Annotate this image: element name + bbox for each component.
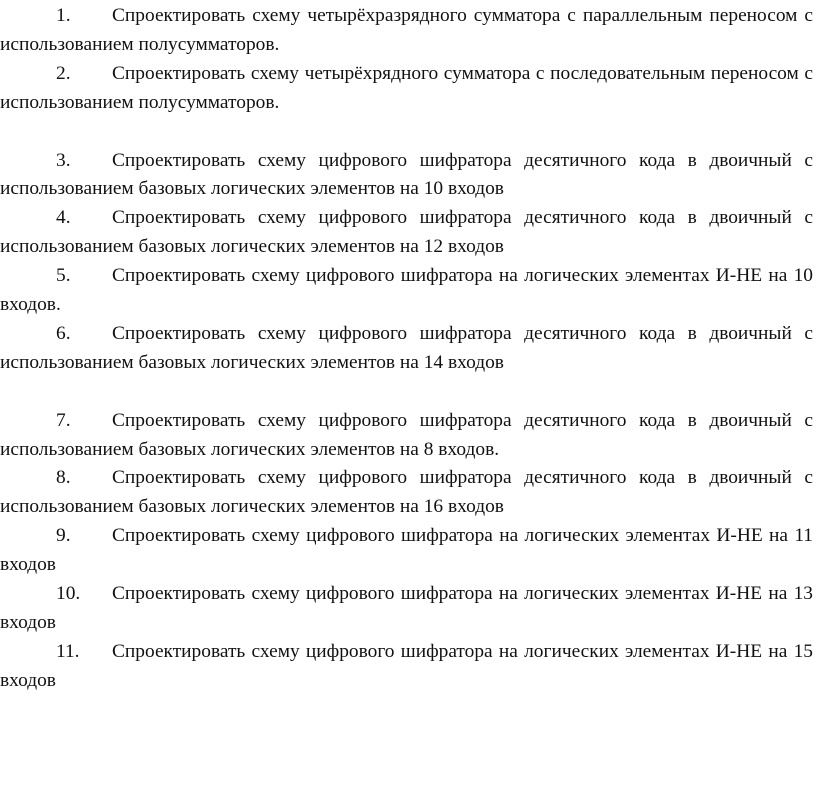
list-item-5	[0, 262, 813, 320]
list-item-1	[0, 2, 813, 60]
item-number: 11.	[56, 640, 80, 662]
list-item-4	[0, 204, 813, 262]
item-number: 1.	[56, 5, 71, 26]
item-number: 4.	[56, 207, 71, 229]
item-text: Спроектировать схему цифрового шифратора на логических элементах И-НЕ на 15 входов	[0, 640, 813, 691]
item-text: Спроектировать схему цифрового шифратора десятичного кода в двоичный с использованием базовых логических элементов на 16 входов	[0, 467, 813, 518]
item-text: Спроектировать схему цифрового шифратора десятичного кода в двоичный с использованием базовых логических элементов на 12 входов	[0, 207, 813, 258]
item-text: Спроектировать схему четырёхрядного сумматора с последовательным переносом с использованием полусумматоров.	[0, 62, 813, 113]
item-number: 9.	[56, 525, 71, 547]
item-text: Спроектировать схему цифрового шифратора на логических элементах И-НЕ на 10 входов.	[0, 265, 813, 316]
list-item-10	[0, 580, 813, 638]
item-text: Спроектировать схему четырёхразрядного сумматора с параллельным переносом с использованием полусумматоров.	[0, 5, 813, 55]
list-item-2	[0, 60, 813, 118]
list-item-11	[0, 638, 813, 696]
item-text: Спроектировать схему цифрового шифратора десятичного кода в двоичный с использованием базовых логических элементов на 8 входов.	[0, 409, 813, 460]
item-number: 7.	[56, 409, 71, 431]
list-item-8	[0, 464, 813, 522]
item-text: Спроектировать схему цифрового шифратора десятичного кода в двоичный с использованием базовых логических элементов на 10 входов	[0, 149, 813, 200]
item-number: 10.	[56, 583, 81, 605]
list-item-7	[0, 407, 813, 465]
item-number: 8.	[56, 467, 71, 489]
list-item-3	[0, 147, 813, 205]
list-item-6	[0, 320, 813, 378]
document-page	[0, 2, 813, 696]
item-number: 3.	[56, 149, 71, 171]
item-text: Спроектировать схему цифрового шифратора на логических элементах И-НЕ на 13 входов	[0, 583, 813, 633]
list-item-9	[0, 522, 813, 580]
item-number: 5.	[56, 265, 71, 287]
item-number: 6.	[56, 322, 71, 344]
item-text: Спроектировать схему цифрового шифратора на логических элементах И-НЕ на 11 входов	[0, 525, 813, 576]
item-number: 2.	[56, 62, 71, 84]
item-text: Спроектировать схему цифрового шифратора десятичного кода в двоичный с использованием базовых логических элементов на 14 входов	[0, 322, 813, 373]
